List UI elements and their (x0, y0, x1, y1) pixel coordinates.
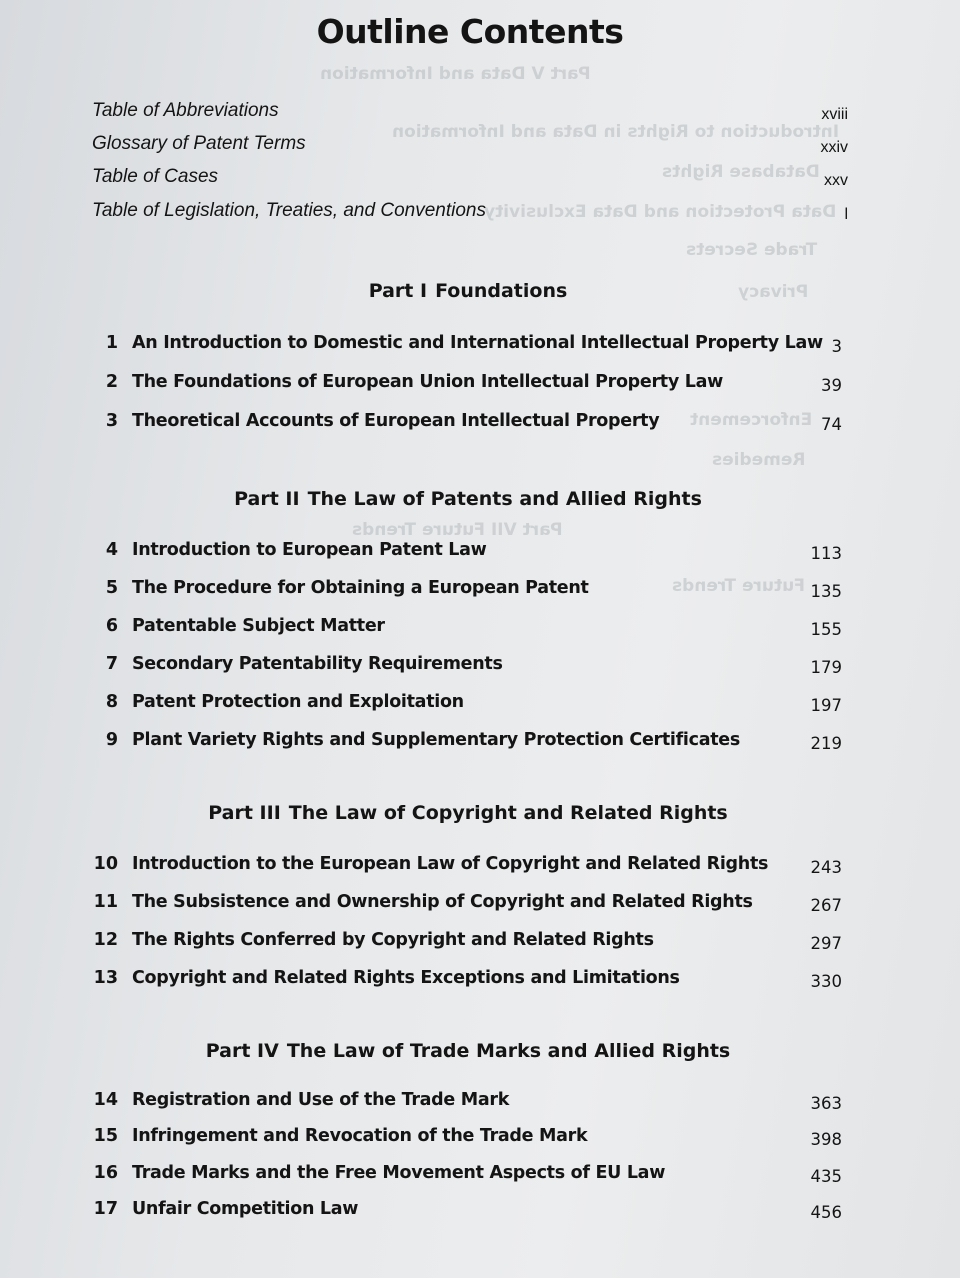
chapter-page: 243 (810, 858, 842, 877)
chapter-page: 197 (810, 696, 842, 715)
chapter-title: Theoretical Accounts of European Intellectual Property (132, 411, 660, 431)
chapter-title: Introduction to the European Law of Copyright and Related Rights (132, 854, 769, 874)
chapter-number: 10 (93, 854, 118, 874)
chapter-number: 14 (93, 1090, 118, 1110)
chapter-number: 16 (93, 1163, 118, 1183)
part-heading (0, 280, 936, 302)
chapter-number: 1 (105, 333, 118, 353)
show-through-decoration: Enforcement (690, 410, 813, 430)
chapter-title: Unfair Competition Law (132, 1199, 359, 1219)
page-title: Outline Contents (316, 12, 624, 51)
chapter-number: 5 (105, 578, 118, 598)
chapter-number: 7 (105, 654, 118, 674)
chapter-page: 113 (810, 544, 842, 563)
chapter-entry[interactable] (92, 411, 842, 439)
chapter-entry[interactable] (92, 654, 842, 682)
chapter-number: 2 (105, 372, 118, 392)
part-label: Part III (208, 802, 281, 824)
chapter-title: Copyright and Related Rights Exceptions and Limitations (132, 968, 680, 988)
chapter-page: 435 (810, 1167, 842, 1186)
front-matter-page: xviii (821, 106, 848, 123)
chapter-title: Infringement and Revocation of the Trade Mark (132, 1126, 588, 1146)
chapter-number: 15 (93, 1126, 118, 1146)
chapter-page: 179 (810, 658, 842, 677)
chapter-title: Secondary Patentability Requirements (132, 654, 503, 674)
chapter-entry[interactable] (92, 854, 842, 882)
chapter-title: Plant Variety Rights and Supplementary Protection Certificates (132, 730, 740, 750)
chapter-page: 456 (810, 1203, 842, 1222)
front-matter-page: l (844, 206, 848, 223)
front-matter-page: xxiv (820, 139, 848, 156)
show-through-decoration: Introduction to Rights in Data and Information (392, 122, 840, 142)
chapter-page: 330 (810, 972, 842, 991)
chapter-page: 74 (821, 415, 842, 434)
chapter-entry[interactable] (92, 930, 842, 958)
front-matter-page: xxv (824, 172, 848, 189)
chapter-title: The Procedure for Obtaining a European Patent (132, 578, 589, 598)
part-title: The Law of Trade Marks and Allied Rights (286, 1040, 731, 1062)
chapter-entry[interactable] (92, 333, 842, 361)
chapter-page: 39 (821, 376, 842, 395)
chapter-title: Registration and Use of the Trade Mark (132, 1090, 510, 1110)
show-through-decoration: Privacy (738, 282, 809, 302)
front-matter-title: Table of Legislation, Treaties, and Conventions (92, 200, 486, 221)
chapter-entry[interactable] (92, 730, 842, 758)
chapter-entry[interactable] (92, 540, 842, 568)
chapter-number: 6 (105, 616, 118, 636)
chapter-entry[interactable] (92, 372, 842, 400)
part-heading (0, 802, 936, 824)
chapter-number: 11 (93, 892, 118, 912)
front-matter-entry[interactable] (92, 100, 848, 128)
chapter-page: 297 (810, 934, 842, 953)
chapter-number: 9 (105, 730, 118, 750)
chapter-number: 4 (105, 540, 118, 560)
part-label: Part I (368, 280, 428, 302)
part-title: The Law of Copyright and Related Rights (288, 802, 728, 824)
show-through-decoration: Database Rights (662, 162, 820, 182)
chapter-number: 13 (93, 968, 118, 988)
front-matter-entry[interactable] (92, 133, 848, 161)
chapter-page: 219 (810, 734, 842, 753)
chapter-title: The Rights Conferred by Copyright and Related Rights (132, 930, 654, 950)
chapter-entry[interactable] (92, 892, 842, 920)
show-through-decoration: Remedies (712, 450, 806, 470)
chapter-number: 12 (93, 930, 118, 950)
chapter-title: An Introduction to Domestic and International Intellectual Property Law (132, 333, 823, 353)
chapter-title: Patentable Subject Matter (132, 616, 385, 636)
chapter-page: 3 (831, 337, 842, 356)
show-through-decoration: Part V Data and Information (320, 64, 591, 84)
chapter-title: The Subsistence and Ownership of Copyright and Related Rights (132, 892, 753, 912)
chapter-title: Trade Marks and the Free Movement Aspects of EU Law (132, 1163, 666, 1183)
chapter-entry[interactable] (92, 1163, 842, 1191)
chapter-entry[interactable] (92, 968, 842, 996)
part-heading (0, 1040, 936, 1062)
chapter-page: 398 (810, 1130, 842, 1149)
chapter-page: 267 (810, 896, 842, 915)
chapter-title: The Foundations of European Union Intellectual Property Law (132, 372, 723, 392)
show-through-decoration: Future Trends (672, 576, 805, 596)
chapter-title: Patent Protection and Exploitation (132, 692, 464, 712)
part-title: Foundations (435, 280, 568, 302)
part-title: The Law of Patents and Allied Rights (307, 488, 702, 510)
part-heading (0, 488, 936, 510)
part-label: Part IV (205, 1040, 279, 1062)
chapter-entry[interactable] (92, 616, 842, 644)
chapter-entry[interactable] (92, 692, 842, 720)
show-through-decoration: Part VII Future Trends (352, 520, 563, 540)
chapter-number: 8 (105, 692, 118, 712)
chapter-entry[interactable] (92, 1126, 842, 1154)
front-matter-title: Glossary of Patent Terms (92, 133, 306, 154)
chapter-title: Introduction to European Patent Law (132, 540, 487, 560)
chapter-number: 17 (93, 1199, 118, 1219)
chapter-entry[interactable] (92, 1199, 842, 1227)
chapter-page: 135 (810, 582, 842, 601)
chapter-page: 363 (810, 1094, 842, 1113)
part-label: Part II (234, 488, 300, 510)
chapter-entry[interactable] (92, 1090, 842, 1118)
front-matter-title: Table of Cases (92, 166, 219, 187)
front-matter-title: Table of Abbreviations (92, 100, 279, 121)
front-matter-entry[interactable] (92, 200, 848, 228)
chapter-entry[interactable] (92, 578, 842, 606)
front-matter-entry[interactable] (92, 166, 848, 194)
chapter-number: 3 (105, 411, 118, 431)
show-through-decoration: Trade Secrets (686, 240, 818, 260)
show-through-decoration: Data Protection and Data Exclusivity (484, 202, 837, 222)
chapter-page: 155 (810, 620, 842, 639)
